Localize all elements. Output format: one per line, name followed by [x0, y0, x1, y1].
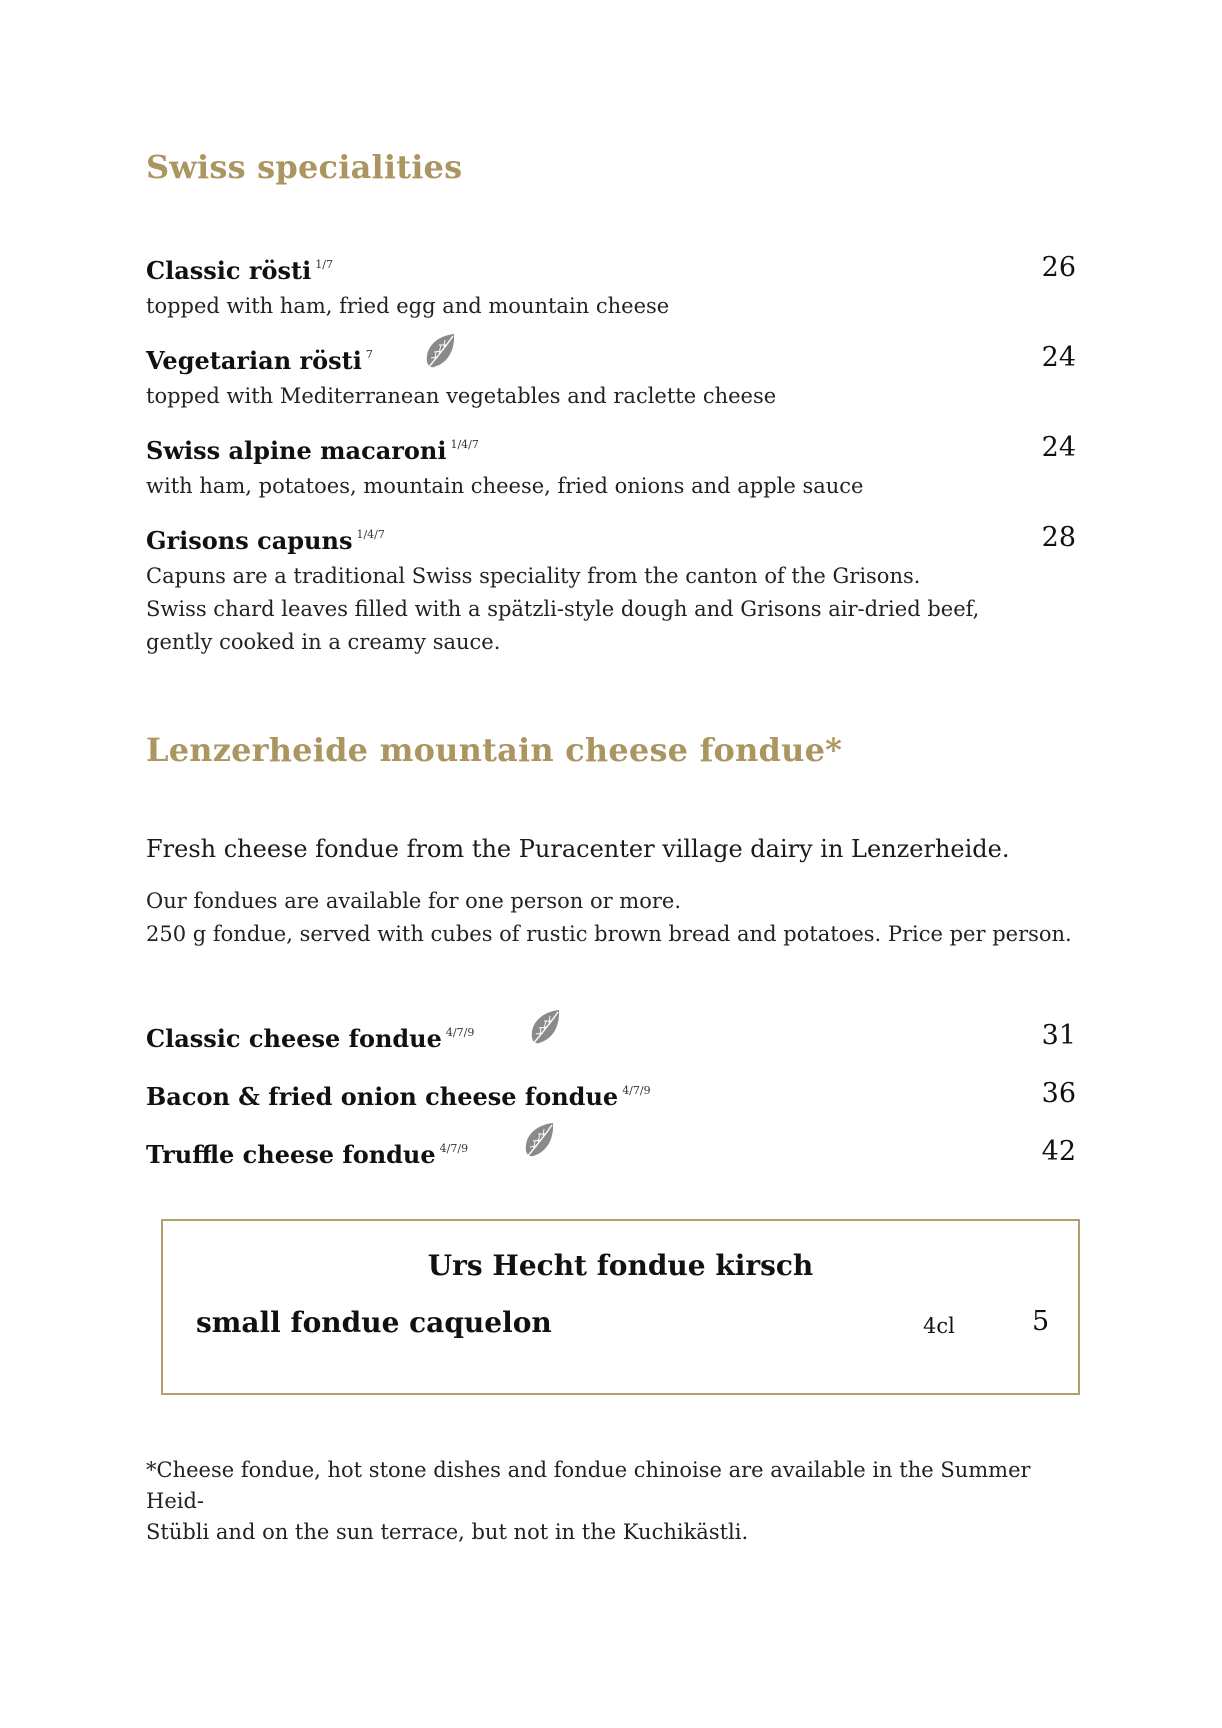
item-name: Vegetarian rösti $^7$	[146, 346, 373, 375]
item-price: 26	[1041, 252, 1076, 283]
menu-item	[146, 252, 1076, 323]
allergen-codes: 4/7/9	[622, 1084, 651, 1097]
fondue-details	[146, 885, 1072, 951]
footnote	[146, 1455, 1076, 1548]
leaf-icon	[527, 1008, 563, 1048]
footnote-line: Stübli and on the sun terrace, but not in the Kuchikästli.	[146, 1520, 749, 1544]
item-description: topped with ham, fried egg and mountain cheese	[146, 294, 670, 318]
kirsch-volume: 4cl	[923, 1314, 955, 1338]
menu-item	[146, 1020, 1076, 1058]
fondue-intro: Fresh cheese fondue from the Puracenter village dairy in Lenzerheide.	[146, 835, 1010, 863]
allergen-codes: 4/7/9	[445, 1026, 475, 1039]
menu-item	[146, 1078, 1076, 1116]
item-name: Bacon & fried onion cheese fondue $^{4/7/9}$	[146, 1082, 651, 1111]
item-description: gently cooked in a creamy sauce.	[146, 630, 501, 654]
item-price: 24	[1041, 432, 1076, 463]
item-name: Classic cheese fondue $^{4/7/9}$	[146, 1024, 475, 1053]
allergen-codes: 1/4/7	[450, 438, 479, 451]
item-name: Grisons capuns $^{1/4/7}$	[146, 526, 385, 555]
item-price: 24	[1041, 342, 1076, 373]
item-price: 42	[1041, 1136, 1076, 1167]
item-description: topped with Mediterranean vegetables and raclette cheese	[146, 384, 777, 408]
item-name: Swiss alpine macaroni $^{1/4/7}$	[146, 436, 479, 465]
item-description: Swiss chard leaves filled with a spätzli-style dough and Grisons air-dried beef,	[146, 597, 980, 621]
kirsch-box	[161, 1219, 1080, 1395]
allergen-codes: 1/7	[315, 258, 333, 271]
item-description: with ham, potatoes, mountain cheese, fried onions and apple sauce	[146, 474, 864, 498]
kirsch-label: small fondue caquelon	[196, 1306, 552, 1339]
item-description: Capuns are a traditional Swiss speciality from the canton of the Grisons.	[146, 564, 921, 588]
menu-item	[146, 342, 1076, 413]
section-title-swiss: Swiss specialities	[146, 148, 463, 186]
menu-item	[146, 522, 1076, 659]
item-price: 36	[1041, 1078, 1076, 1109]
item-price: 28	[1041, 522, 1076, 553]
footnote-line: *Cheese fondue, hot stone dishes and fondue chinoise are available in the Summer Heid-	[146, 1458, 1031, 1513]
item-name: Classic rösti $^{1/7}$	[146, 256, 333, 285]
item-price: 31	[1041, 1020, 1076, 1051]
section-title-fondue: Lenzerheide mountain cheese fondue*	[146, 731, 843, 769]
fondue-detail-line: 250 g fondue, served with cubes of rustic brown bread and potatoes. Price per person.	[146, 922, 1072, 946]
allergen-codes: 7	[365, 348, 373, 361]
menu-item	[146, 432, 1076, 503]
allergen-codes: 1/4/7	[356, 528, 385, 541]
menu-item	[146, 1136, 1076, 1174]
allergen-codes: 4/7/9	[439, 1142, 469, 1155]
kirsch-title: Urs Hecht fondue kirsch	[427, 1249, 814, 1282]
kirsch-price: 5	[1032, 1306, 1050, 1337]
fondue-detail-line: Our fondues are available for one person or more.	[146, 889, 682, 913]
item-name: Truffle cheese fondue $^{4/7/9}$	[146, 1140, 469, 1169]
leaf-icon	[521, 1121, 557, 1161]
leaf-icon	[422, 332, 458, 372]
